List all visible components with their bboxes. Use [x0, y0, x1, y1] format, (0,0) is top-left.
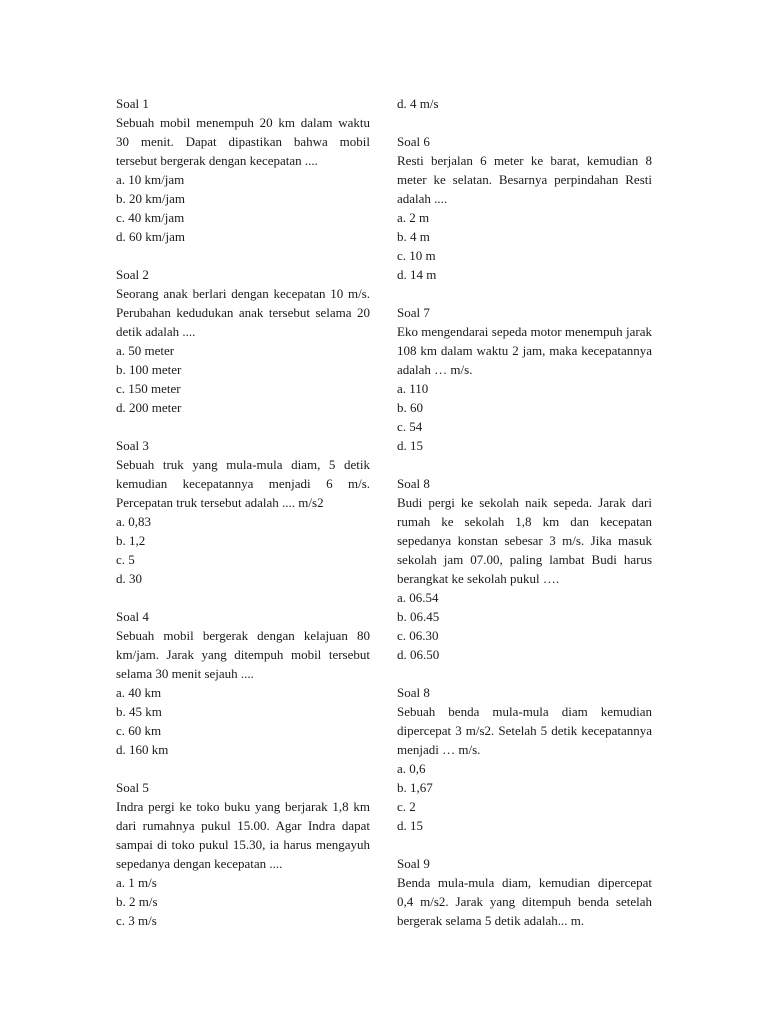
question-text: Resti berjalan 6 meter ke barat, kemudian 8 meter ke selatan. Besarnya perpindahan Resti adalah .... — [397, 153, 652, 206]
question-block — [116, 94, 370, 246]
answer-option: c. 06.30 — [397, 628, 439, 643]
question-title: Soal 7 — [397, 305, 430, 320]
answer-option: b. 100 meter — [116, 362, 182, 377]
answer-option: c. 54 — [397, 419, 423, 434]
question-block — [116, 265, 370, 417]
answer-option: b. 60 — [397, 400, 423, 415]
answer-option: c. 2 — [397, 799, 416, 814]
answer-option: b. 1,67 — [397, 780, 433, 795]
answer-option: c. 5 — [116, 552, 135, 567]
answer-option: c. 3 m/s — [116, 913, 157, 928]
question-block — [397, 854, 652, 930]
question-title: Soal 9 — [397, 856, 430, 871]
answer-option: a. 0,83 — [116, 514, 152, 529]
answer-option: b. 4 m — [397, 229, 430, 244]
answer-option: b. 1,2 — [116, 533, 146, 548]
answer-option: a. 10 km/jam — [116, 172, 185, 187]
question-title: Soal 8 — [397, 685, 430, 700]
answer-option: b. 2 m/s — [116, 894, 158, 909]
answer-option: d. 30 — [116, 571, 142, 586]
question-title: Soal 4 — [116, 609, 149, 624]
question-title: Soal 5 — [116, 780, 149, 795]
answer-option: c. 150 meter — [116, 381, 181, 396]
question-block — [397, 303, 652, 455]
question-block — [397, 683, 652, 835]
question-block — [116, 436, 370, 588]
question-text: Budi pergi ke sekolah naik sepeda. Jarak dari rumah ke sekolah 1,8 km dan kecepatan sepedanya konstan sebesar 3 m/s. Jika masuk sekolah jam 07.00, paling lambat Budi harus berangkat ke sekolah pukul …. — [397, 495, 652, 586]
answer-option: a. 40 km — [116, 685, 162, 700]
answer-option: c. 60 km — [116, 723, 162, 738]
question-block — [397, 474, 652, 664]
answer-option: b. 20 km/jam — [116, 191, 185, 206]
question-text: Eko mengendarai sepeda motor menempuh jarak 108 km dalam waktu 2 jam, maka kecepatannya adalah … m/s. — [397, 324, 652, 377]
answer-option: d. 14 m — [397, 267, 437, 282]
answer-option: b. 06.45 — [397, 609, 440, 624]
question-block — [116, 607, 370, 759]
question-title: Soal 3 — [116, 438, 149, 453]
answer-option: c. 40 km/jam — [116, 210, 185, 225]
question-text: Sebuah mobil menempuh 20 km dalam waktu 30 menit. Dapat dipastikan bahwa mobil tersebut bergerak dengan kecepatan .... — [116, 115, 370, 168]
answer-option: c. 10 m — [397, 248, 436, 263]
question-title: Soal 2 — [116, 267, 149, 282]
answer-option: a. 06.54 — [397, 590, 439, 605]
question-text: Indra pergi ke toko buku yang berjarak 1,8 km dari rumahnya pukul 15.00. Agar Indra dapat sampai di toko pukul 15.30, ia harus mengayuh sepedanya dengan kecepatan .... — [116, 799, 370, 871]
right-column — [397, 94, 652, 949]
answer-option: d. 60 km/jam — [116, 229, 185, 244]
answer-option: b. 45 km — [116, 704, 162, 719]
answer-option: a. 1 m/s — [116, 875, 157, 890]
answer-option: d. 200 meter — [116, 400, 182, 415]
question-text: Sebuah benda mula-mula diam kemudian dipercepat 3 m/s2. Setelah 5 detik kecepatannya menjadi … m/s. — [397, 704, 652, 757]
left-column — [116, 94, 370, 949]
answer-option: a. 0,6 — [397, 761, 426, 776]
question-text: Sebuah mobil bergerak dengan kelajuan 80 km/jam. Jarak yang ditempuh mobil tersebut selama 30 menit sejauh .... — [116, 628, 370, 681]
answer-option: d. 15 — [397, 818, 423, 833]
question-text: Benda mula-mula diam, kemudian dipercepat 0,4 m/s2. Jarak yang ditempuh benda setelah bergerak selama 5 detik adalah... m. — [397, 875, 652, 928]
question-title: Soal 1 — [116, 96, 149, 111]
answer-option: a. 2 m — [397, 210, 430, 225]
continued-option: d. 4 m/s — [397, 96, 439, 111]
question-block — [116, 778, 370, 930]
question-text: Sebuah truk yang mula-mula diam, 5 detik kemudian kecepatannya menjadi 6 m/s. Percepatan truk tersebut adalah .... m/s2 — [116, 457, 370, 510]
answer-option: d. 15 — [397, 438, 423, 453]
question-title: Soal 6 — [397, 134, 430, 149]
answer-option: d. 160 km — [116, 742, 169, 757]
answer-option: d. 06.50 — [397, 647, 440, 662]
question-block — [397, 132, 652, 284]
question-text: Seorang anak berlari dengan kecepatan 10 m/s. Perubahan kedudukan anak tersebut selama 20 detik adalah .... — [116, 286, 370, 339]
answer-option: a. 110 — [397, 381, 429, 396]
answer-option: a. 50 meter — [116, 343, 175, 358]
question-title: Soal 8 — [397, 476, 430, 491]
